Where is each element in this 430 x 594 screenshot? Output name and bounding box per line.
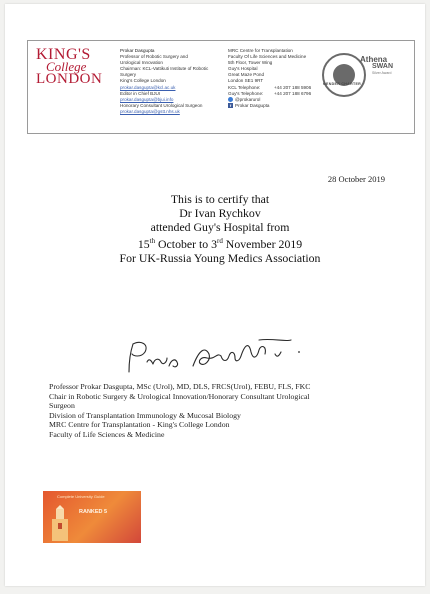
certificate-text xyxy=(35,192,405,265)
twitter-handle[interactable]: @prokarurol xyxy=(228,97,320,103)
signatory-line: Faculty of Life Sciences & Medicine xyxy=(49,429,165,439)
university-ranking-badge: Complete University Guide RANKED 5 xyxy=(43,491,141,543)
address-details xyxy=(228,48,320,109)
signatory-line: Surgeon xyxy=(49,401,75,410)
sender-title-line: Chairman: KCL-Vattikuti Institute of Robotic xyxy=(120,66,209,72)
letter-page xyxy=(5,4,425,586)
letter-date: 28 October 2019 xyxy=(327,174,385,184)
sender-title-line: Professor of Robotic Surgery and xyxy=(120,54,188,60)
address-line: London SE1 9RT xyxy=(228,78,264,84)
sender-title-line: King's College London xyxy=(120,78,166,84)
honorary-line: Honorary Consultant Urological Surgeon xyxy=(120,102,203,108)
athena-swan-logo: GENDER CHARTER Athena SWAN Silver Award xyxy=(320,49,410,109)
twitter-icon xyxy=(228,97,233,102)
tower-icon xyxy=(49,505,71,541)
signatory-line: Division of Transplantation Immunology & Mucosal Biology xyxy=(49,410,241,420)
attendee-name: Dr Ivan Rychkov xyxy=(179,206,261,220)
email-link-bjui[interactable]: prokar.dasgupta@bjui.info xyxy=(120,96,174,102)
address-line: 5th Floor, Tower Wing xyxy=(228,60,273,66)
address-line: Guy's Hospital xyxy=(228,66,258,72)
letterhead xyxy=(27,40,415,134)
cert-line: This is to certify that xyxy=(170,192,270,206)
facebook-icon: f xyxy=(229,103,232,109)
sender-details xyxy=(120,48,212,115)
cert-dates: 15th October to 3rd November 2019 xyxy=(137,236,303,251)
facebook-page[interactable]: f Prokar Dasgupta xyxy=(229,102,270,109)
phone-row-guys: Guy's Telephone: +44 207 188 6796 xyxy=(228,90,312,96)
sender-title-line: Urological Innovation xyxy=(120,60,163,66)
handwritten-signature xyxy=(123,332,303,380)
signatory-block xyxy=(49,382,389,439)
cert-line: For UK-Russia Young Medics Association xyxy=(119,250,321,265)
cert-line: attended Guy's Hospital from xyxy=(150,220,290,234)
phone-row-kcl: KCL Telephone: +44 207 188 5906 xyxy=(228,84,312,90)
sender-title-line: Surgery xyxy=(120,72,137,78)
signatory-line: Professor Prokar Dasgupta, MSc (Urol), MD, DLS, FRCS(Urol), FEBU, FLS, FKC xyxy=(49,382,311,391)
address-line: MRC Centre for Transplantation xyxy=(228,48,293,53)
email-link-gstt[interactable]: prokar.dasgupta@gstt.nhs.uk xyxy=(120,108,180,114)
email-link-kcl[interactable]: prokar.dasgupta@kcl.ac.uk xyxy=(120,84,176,90)
sender-name: Prokar Dasgupta xyxy=(120,48,155,53)
signatory-line: Chair in Robotic Surgery & Urological Innovation/Honorary Consultant Urological xyxy=(49,391,310,401)
address-line: Faculty Of Life Sciences and Medicine xyxy=(228,54,307,60)
kings-college-logo: KING'S College LONDON xyxy=(36,46,103,87)
address-line: Great Maze Pond xyxy=(228,72,265,78)
signatory-line: MRC Centre for Transplantation - King's College London xyxy=(49,420,230,429)
editor-line: Editor in Chief BJUI xyxy=(120,90,161,96)
